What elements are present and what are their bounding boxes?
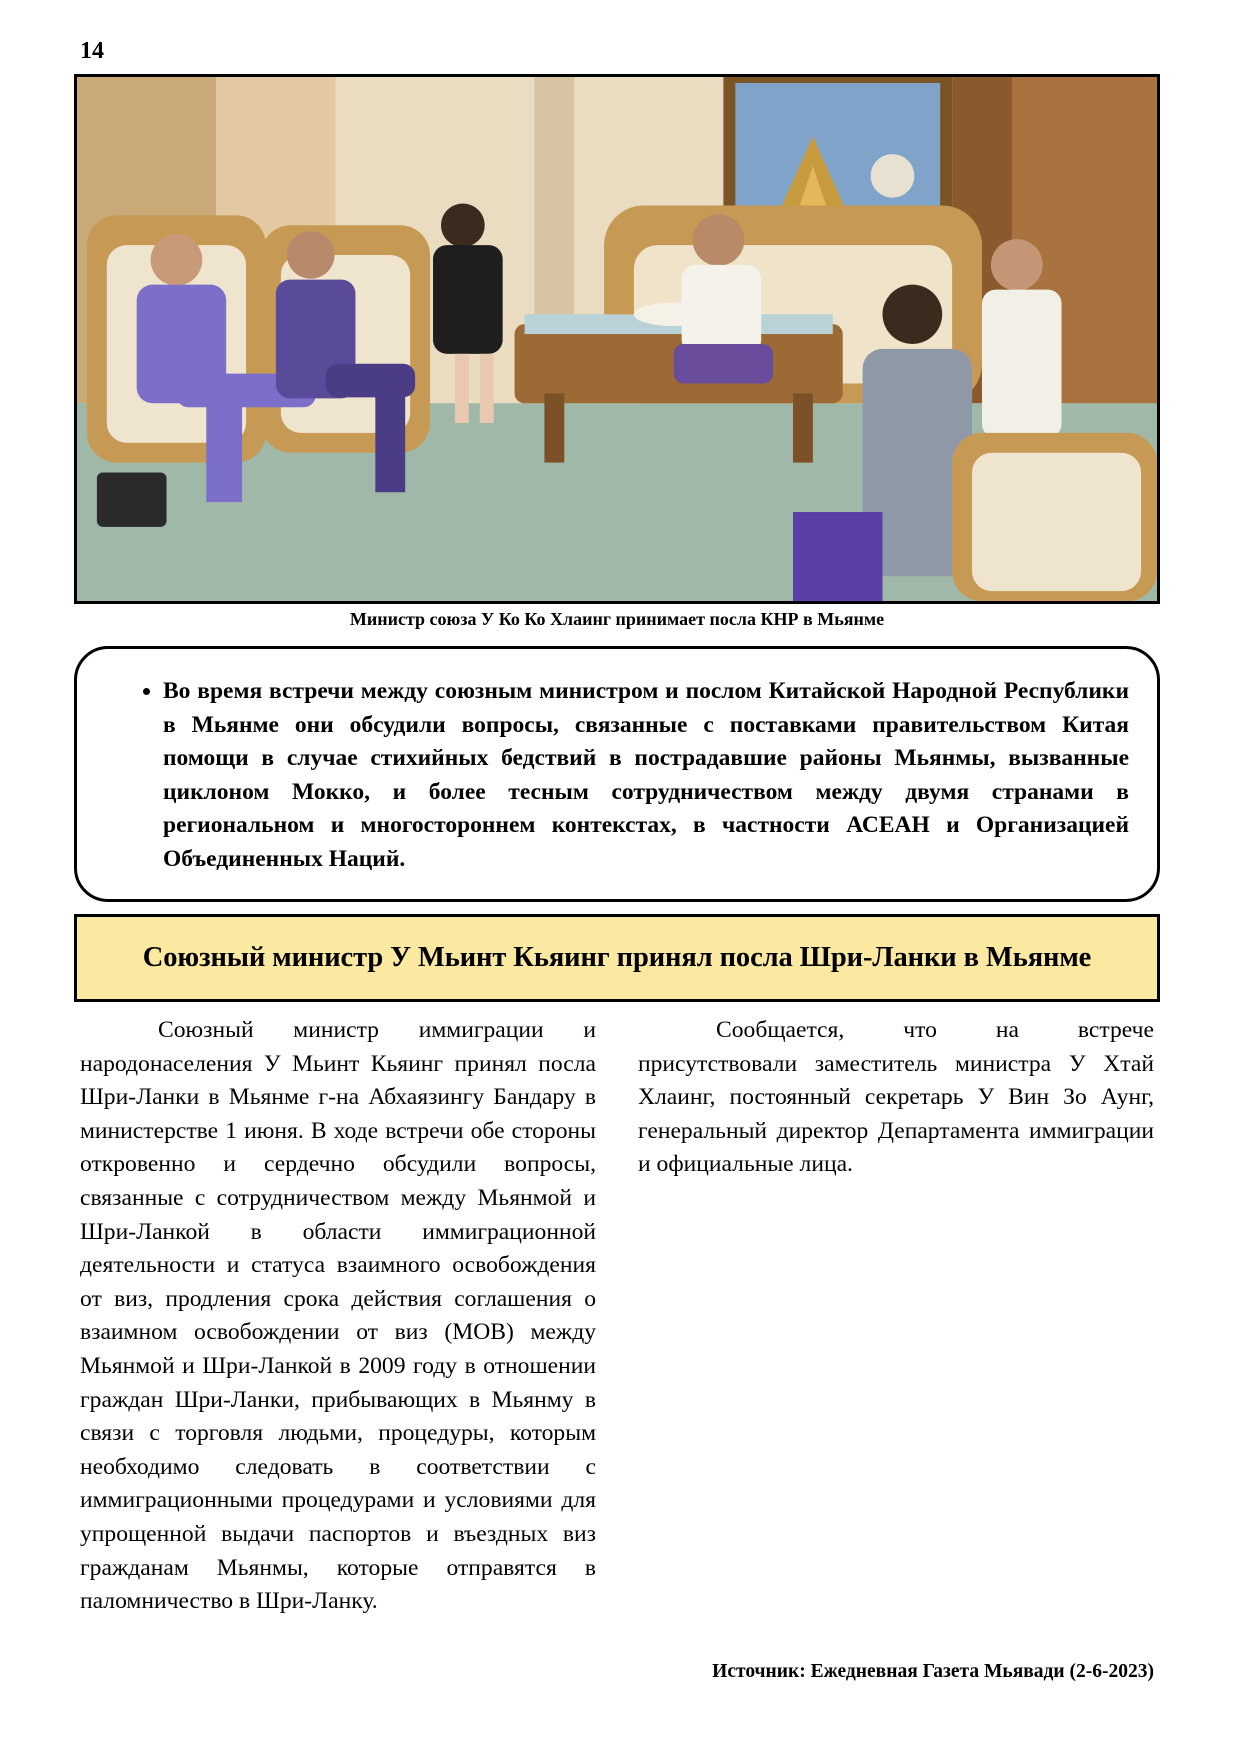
article-paragraph: Союзный министр иммиграции и народонаселения У Мьинт Кьяинг принял посла Шри-Ланки в Мьянме г-на Абхаязингу Бандару в министерстве 1 июня. В ходе встречи обе стороны откровенно и сердечно обсудили вопросы, связанные с сотрудничеством между Мьянмой и Шри-Ланкой в области иммиграционной деятельности и статуса взаимного освобождения от виз, продления срока действия соглашения о взаимном освобождении от виз (МОВ) между Мьянмой и Шри-Ланкой в 2009 году в отношении граждан Шри-Ланки, прибывающих в Мьянму в связи с торговля людьми, процедуры, которым необходимо следовать в соответствии с иммиграционными процедурами и условиями для упрощенной выдачи паспортов и въездных виз гражданам Мьянмы, которые отправятся в паломничество в Шри-Ланку. (80, 1017, 596, 1615)
summary-bullet: • Во время встречи между союзным министром и послом Китайской Народной Республики в Мьянме они обсудили вопросы, связанные с поставками правительством Китая помощи в случае стихийных бедствий в пострадавшие районы Мьянмы, вызванные циклоном Мокко, и более тесным сотрудничеством между двумя странами в региональном и многостороннем контекстах, в частности АСЕАН и Организацией Объединенных Наций. (163, 675, 1129, 876)
summary-list (127, 675, 1129, 876)
article-headline: Союзный министр У Мьинт Кьяинг принял посла Шри-Ланки в Мьянме (142, 942, 1092, 973)
photo-caption: Министр союза У Ко Ко Хлаинг принимает посла КНР в Мьянме (349, 609, 885, 629)
meeting-photo-illustration (77, 77, 1157, 601)
summary-box (74, 646, 1160, 902)
article-source: Источник: Ежедневная Газета Мьявади (2-6-2023) (712, 1661, 1154, 1682)
meeting-photo (74, 74, 1160, 604)
page-number: 14 (80, 38, 104, 64)
article-body (80, 1014, 1154, 1642)
article-paragraph: Сообщается, что на встрече присутствовали заместитель министра У Хтай Хлаинг, постоянный секретарь У Вин Зо Аунг, генеральный директор Департамента иммиграции и официальные лица. (638, 1017, 1154, 1178)
headline-banner (74, 914, 1160, 1002)
